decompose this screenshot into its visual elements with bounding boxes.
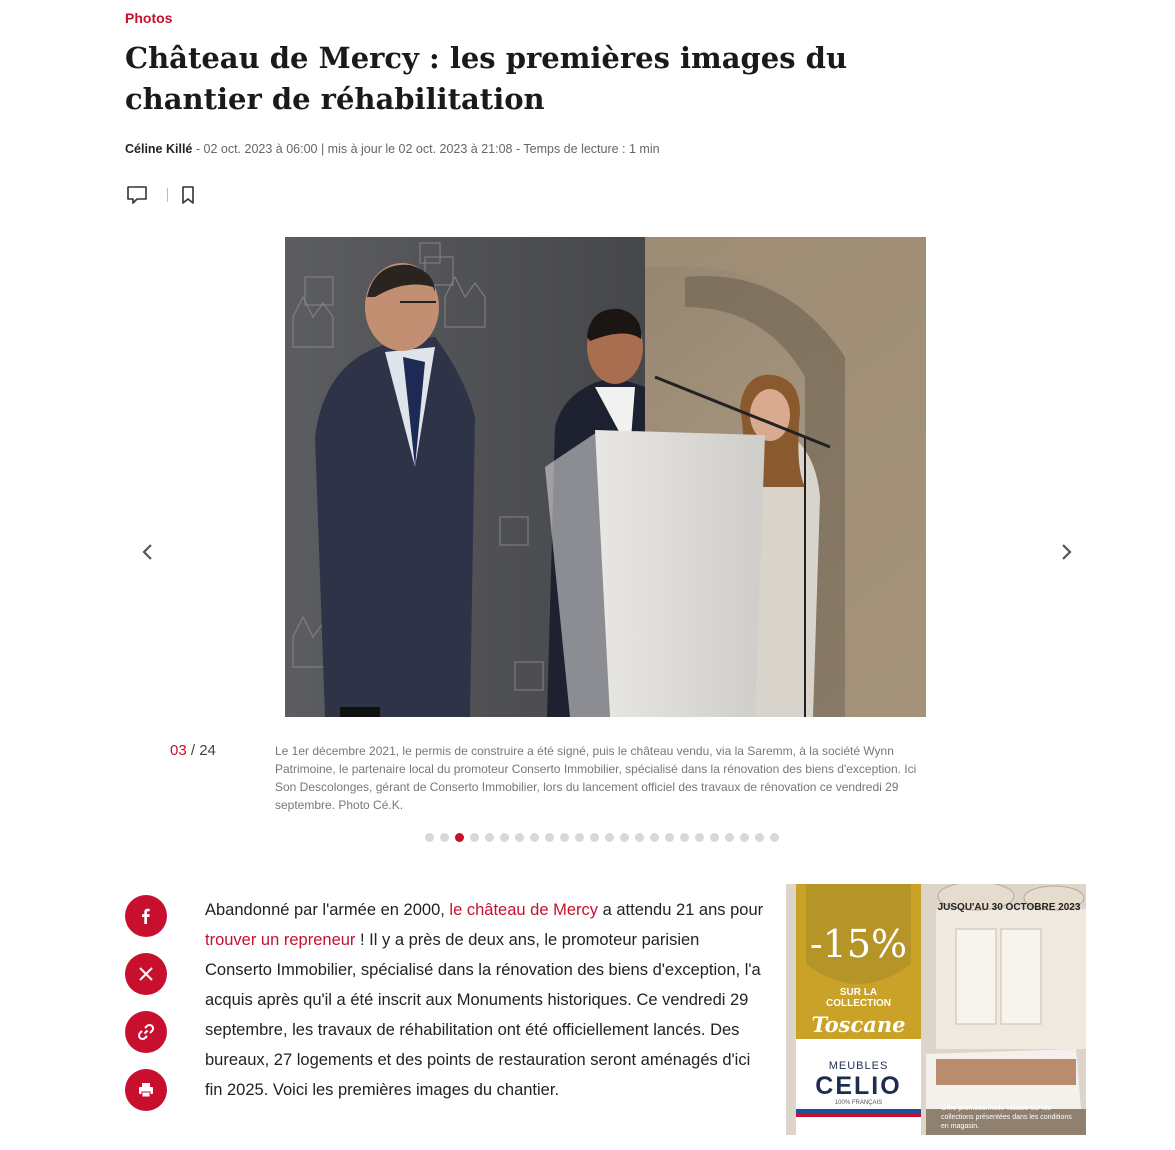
total-slides: 24 [199,742,216,759]
ad-line-2: COLLECTION [826,998,891,1009]
article-actions [125,182,196,208]
pagination-dot[interactable] [665,833,674,842]
pagination-dot[interactable] [695,833,704,842]
gallery-photo [285,237,926,717]
pagination-dot[interactable] [635,833,644,842]
print-icon [137,1081,155,1099]
share-x-button[interactable] [125,953,167,995]
pagination-dot[interactable] [725,833,734,842]
chevron-right-icon [1059,542,1073,562]
repreneur-link[interactable]: trouver un repreneur [205,931,356,949]
ad-brand-logo: CELIO [815,1072,902,1100]
pagination-dot[interactable] [560,833,569,842]
pagination-dot[interactable] [620,833,629,842]
pagination-dot[interactable] [605,833,614,842]
slide-counter [170,742,216,759]
ad-brand-sub: 100% FRANÇAIS [834,1100,883,1106]
photo-caption: Le 1er décembre 2021, le permis de construire a été signé, puis le château vendu, via la Saremm, à la société Wynn Patrimoine, le partenaire local du promoteur Conserto Immobilier, spécialisé dans la rénovation des biens d'exception. Ici Son Descolonges, gérant de Conserto Immobilier, lors du lancement officiel des travaux de rénovation ce vendredi 29 septembre. Photo Cé.K. [275,744,917,812]
body-text-1: Abandonné par l'armée en 2000, [205,901,450,919]
pagination-dot[interactable] [710,833,719,842]
pagination-dot[interactable] [755,833,764,842]
pagination-dot[interactable] [500,833,509,842]
next-slide-button[interactable] [1054,540,1078,564]
pagination-dot[interactable] [515,833,524,842]
pagination-dot[interactable] [680,833,689,842]
category-link[interactable]: Photos [125,10,173,26]
pagination-dot[interactable] [770,833,779,842]
pagination-dot[interactable] [440,833,449,842]
article-meta [125,142,660,156]
pagination-dot[interactable] [455,833,464,842]
ad-discount: -15% [809,922,908,966]
ad-footnote: Offre promotionnelle valable sur les collections présentées dans les conditions en magasin. [941,1105,1072,1130]
share-bar [125,895,167,1111]
copy-link-button[interactable] [125,1011,167,1053]
pagination-dot[interactable] [545,833,554,842]
publish-info: - 02 oct. 2023 à 06:00 | mis à jour le 02 oct. 2023 à 21:08 - Temps de lecture : 1 min [192,142,660,156]
body-text-3: ! Il y a près de deux ans, le promoteur parisien Conserto Immobilier, spécialisé dans la rénovation des biens d'exception, l'a acquis après qu'il a été inscrit aux Monuments historiques. Ce vendredi 29 septembre, les travaux de réhabilitation ont été officiellement lancés. Des bureaux, 27 logements et des points de restauration seront aménagés d'ici fin 2025. Voici les premières images du chantier. [205,931,761,1099]
pagination-dot[interactable] [590,833,599,842]
facebook-icon [138,908,154,924]
current-slide: 03 [170,742,187,759]
divider [167,188,168,202]
pagination-dot[interactable] [575,833,584,842]
comment-icon[interactable] [125,184,149,206]
pagination-dot[interactable] [470,833,479,842]
pagination-dot[interactable] [740,833,749,842]
body-text-2: a attendu 21 ans pour [598,901,764,919]
pagination-dot[interactable] [530,833,539,842]
chevron-left-icon [141,542,155,562]
x-icon [138,966,154,982]
article-title: Château de Mercy : les premières images du chantier de réhabilitation [125,41,848,116]
pagination-dot[interactable] [425,833,434,842]
pagination-dot[interactable] [650,833,659,842]
slide-pagination [425,833,779,842]
bookmark-icon[interactable] [180,185,196,205]
ad-date-banner: JUSQU'AU 30 OCTOBRE 2023 [937,902,1081,913]
share-facebook-button[interactable] [125,895,167,937]
article-body [205,895,765,1105]
counter-separator: / [186,742,200,759]
author-name[interactable]: Céline Killé [125,142,193,156]
link-icon [137,1023,155,1041]
ad-collection: Toscane [811,1012,906,1037]
ad-brand-top: MEUBLES [828,1060,889,1072]
print-button[interactable] [125,1069,167,1111]
chateau-mercy-link[interactable]: le château de Mercy [449,901,599,919]
pagination-dot[interactable] [485,833,494,842]
ad-line-1: SUR LA [839,987,878,998]
previous-slide-button[interactable] [136,540,160,564]
advertisement[interactable] [786,884,1086,1135]
